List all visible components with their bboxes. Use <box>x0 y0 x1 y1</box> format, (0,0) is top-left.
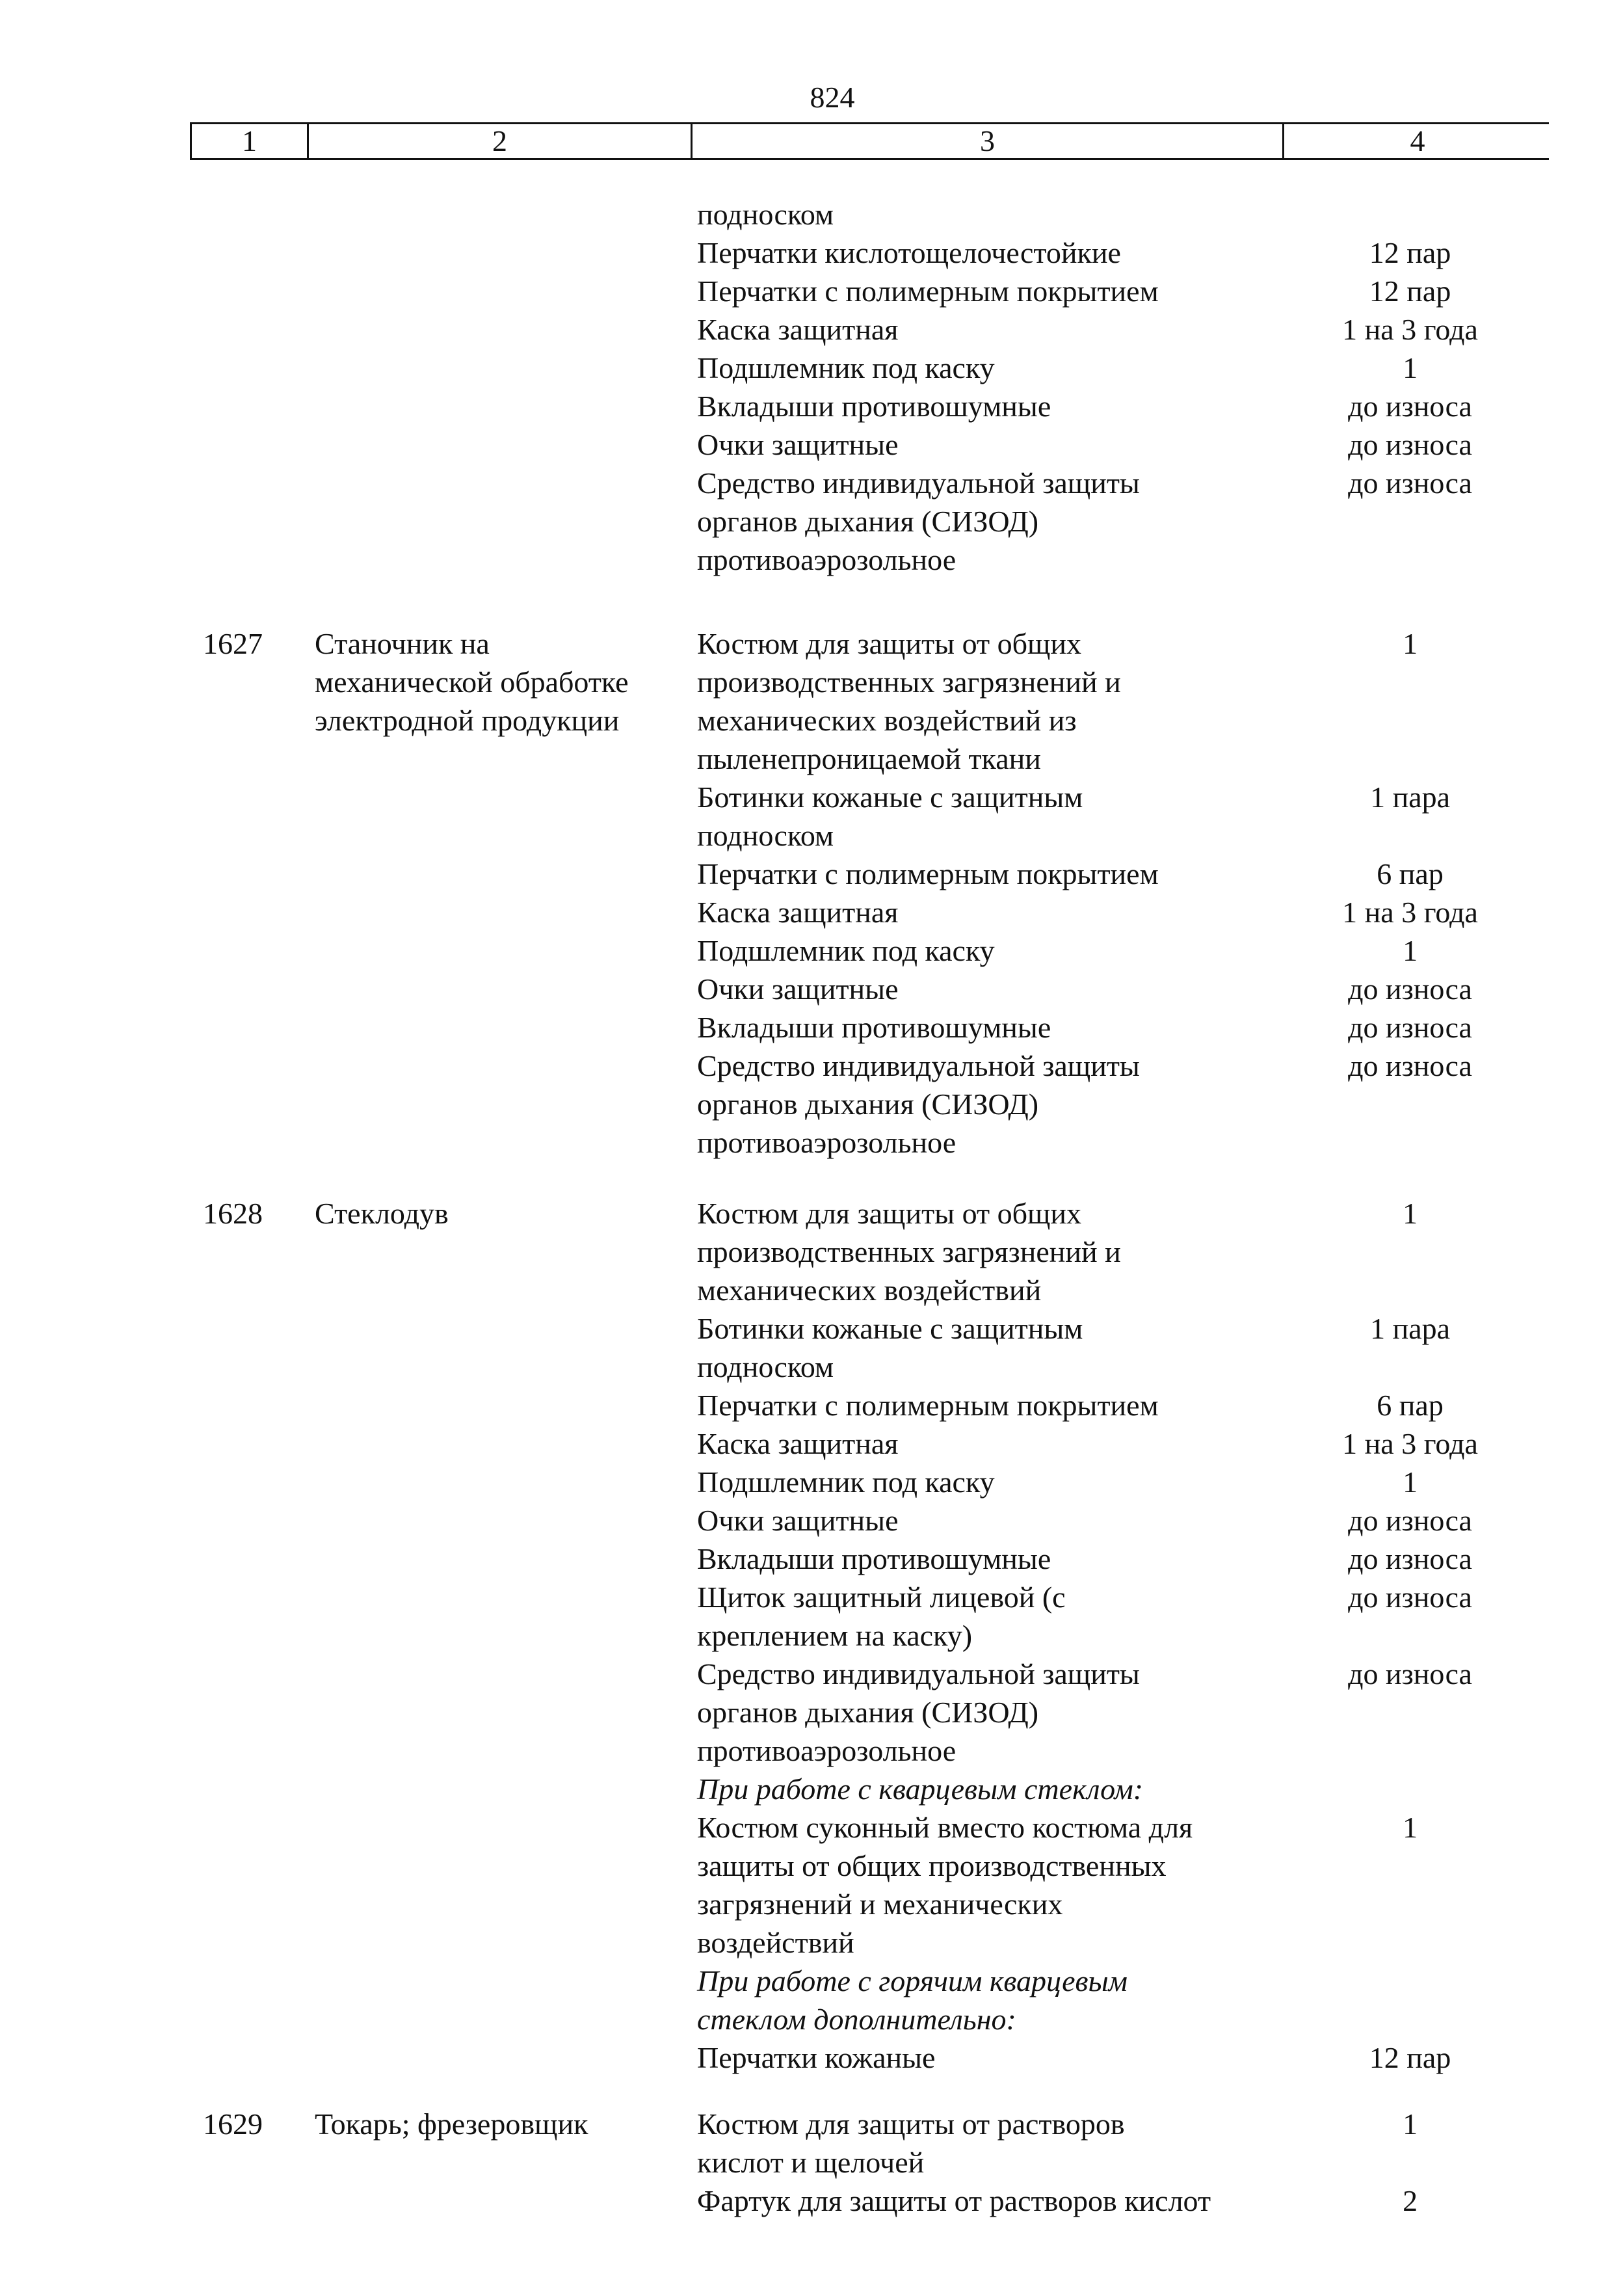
list-item <box>697 1008 1542 1047</box>
item-name: Вкладыши противошумные <box>697 390 1051 423</box>
list-item <box>697 195 1542 234</box>
entry-number: 1628 <box>203 1197 263 1230</box>
page-number: 824 <box>810 81 855 114</box>
item-name: Вкладыши противошумные <box>697 1011 1051 1044</box>
item-name: Щиток защитный лицевой (с креплением на каску) <box>697 1581 1066 1652</box>
list-item <box>697 387 1542 425</box>
note-quartz-glass: При работе с кварцевым стеклом: <box>697 1772 1144 1806</box>
list-item <box>697 2182 1542 2220</box>
entry-number: 1629 <box>203 2107 263 2141</box>
table-header-row <box>190 122 1549 160</box>
profession-name: Станочник на механической обработке электродной продукции <box>315 627 629 737</box>
item-qty: 1 на 3 года <box>1342 313 1478 346</box>
item-name: Перчатки с полимерным покрытием <box>697 274 1159 308</box>
list-item <box>697 931 1542 970</box>
list-item <box>697 1424 1542 1463</box>
note-hot-quartz-glass: При работе с горячим кварцевым стеклом дополнительно: <box>697 1964 1128 2036</box>
item-name: Костюм для защиты от общих производственных загрязнений и механических воздействий <box>697 1197 1121 1307</box>
item-qty: до износа <box>1348 1504 1472 1537</box>
item-qty: 6 пар <box>1377 1389 1444 1422</box>
list-item <box>697 272 1542 310</box>
item-name: Костюм для защиты от общих производственных загрязнений и механических воздействий из пыленепроницаемой ткани <box>697 627 1121 775</box>
entry-items <box>697 624 1542 1162</box>
item-name: Фартук для защиты от растворов кислот <box>697 2184 1211 2217</box>
item-name: Очки защитные <box>697 428 899 461</box>
item-qty: 12 пар <box>1369 2041 1451 2074</box>
header-col-2: 2 <box>309 124 693 158</box>
list-item <box>697 1540 1542 1578</box>
item-qty: 1 <box>1403 1197 1418 1230</box>
item-name: Средство индивидуальной защиты органов дыхания (СИЗОД) противоаэрозольное <box>697 1049 1140 1159</box>
item-qty: 1 <box>1403 2107 1418 2141</box>
item-qty: до износа <box>1348 390 1472 423</box>
list-item <box>697 778 1542 855</box>
list-item <box>697 1655 1542 1770</box>
item-qty: 12 пар <box>1369 236 1451 269</box>
header-col-4: 4 <box>1410 124 1425 157</box>
item-name: Ботинки кожаные с защитным подноском <box>697 1312 1083 1383</box>
item-name: Средство индивидуальной защиты органов дыхания (СИЗОД) противоаэрозольное <box>697 466 1140 576</box>
header-col-3: 3 <box>693 124 1284 158</box>
item-name: Очки защитные <box>697 972 899 1006</box>
item-qty: 1 пара <box>1370 781 1451 814</box>
list-item <box>697 1386 1542 1424</box>
item-qty: 1 <box>1403 934 1418 967</box>
item-name: Средство индивидуальной защиты органов дыхания (СИЗОД) противоаэрозольное <box>697 1657 1140 1767</box>
item-qty: 6 пар <box>1377 857 1444 890</box>
item-name: Каска защитная <box>697 313 899 346</box>
list-item <box>697 855 1542 893</box>
list-item <box>697 970 1542 1008</box>
item-qty: 1 <box>1403 1465 1418 1499</box>
list-item <box>697 893 1542 931</box>
item-name: Перчатки кожаные <box>697 2041 936 2074</box>
list-item <box>697 624 1542 778</box>
list-item <box>697 1309 1542 1386</box>
item-name: Ботинки кожаные с защитным подноском <box>697 781 1083 852</box>
item-name: Подшлемник под каску <box>697 1465 995 1499</box>
list-item <box>697 1501 1542 1540</box>
item-name: Костюм суконный вместо костюма для защиты от общих производственных загрязнений и механических воздействий <box>697 1811 1193 1959</box>
profession-name: Стеклодув <box>315 1197 449 1230</box>
item-name: Каска защитная <box>697 896 899 929</box>
list-item <box>697 1194 1542 1309</box>
item-name: Перчатки с полимерным покрытием <box>697 1389 1159 1422</box>
list-item <box>697 349 1542 387</box>
item-qty: до износа <box>1348 1581 1472 1614</box>
item-qty: 1 <box>1403 1811 1418 1844</box>
list-item <box>697 310 1542 349</box>
item-qty: 1 <box>1403 627 1418 660</box>
list-item <box>697 1808 1542 1962</box>
item-qty <box>1278 195 1542 234</box>
header-col-1: 1 <box>192 124 309 158</box>
list-item <box>697 1047 1542 1162</box>
item-qty: до износа <box>1348 428 1472 461</box>
item-qty: 1 пара <box>1370 1312 1451 1345</box>
item-qty: до износа <box>1348 1049 1472 1082</box>
item-name: Перчатки кислотощелочестойкие <box>697 236 1121 269</box>
item-qty: 12 пар <box>1369 274 1451 308</box>
list-item <box>697 1578 1542 1655</box>
item-qty: до износа <box>1348 972 1472 1006</box>
item-name: Подшлемник под каску <box>697 351 995 384</box>
profession-name: Токарь; фрезеровщик <box>315 2107 588 2141</box>
item-qty: 1 на 3 года <box>1342 896 1478 929</box>
continuation-items <box>697 195 1542 579</box>
item-name: Очки защитные <box>697 1504 899 1537</box>
item-qty: 1 <box>1403 351 1418 384</box>
list-item <box>697 2105 1542 2182</box>
list-item <box>697 425 1542 464</box>
list-item <box>697 2038 1542 2077</box>
item-name: Костюм для защиты от растворов кислот и щелочей <box>697 2107 1125 2179</box>
entry-number: 1627 <box>203 627 263 660</box>
item-name: Перчатки с полимерным покрытием <box>697 857 1159 890</box>
item-qty: до износа <box>1348 1542 1472 1575</box>
item-qty: 1 на 3 года <box>1342 1427 1478 1460</box>
list-item <box>697 234 1542 272</box>
entry-items <box>697 1194 1542 2077</box>
item-qty: до износа <box>1348 1011 1472 1044</box>
item-name: подноском <box>697 198 834 231</box>
entry-items <box>697 2105 1542 2220</box>
item-name: Вкладыши противошумные <box>697 1542 1051 1575</box>
list-item <box>697 1463 1542 1501</box>
item-qty: до износа <box>1348 466 1472 500</box>
list-item <box>697 464 1542 579</box>
item-name: Каска защитная <box>697 1427 899 1460</box>
item-qty: до износа <box>1348 1657 1472 1690</box>
item-name: Подшлемник под каску <box>697 934 995 967</box>
item-qty: 2 <box>1403 2184 1418 2217</box>
